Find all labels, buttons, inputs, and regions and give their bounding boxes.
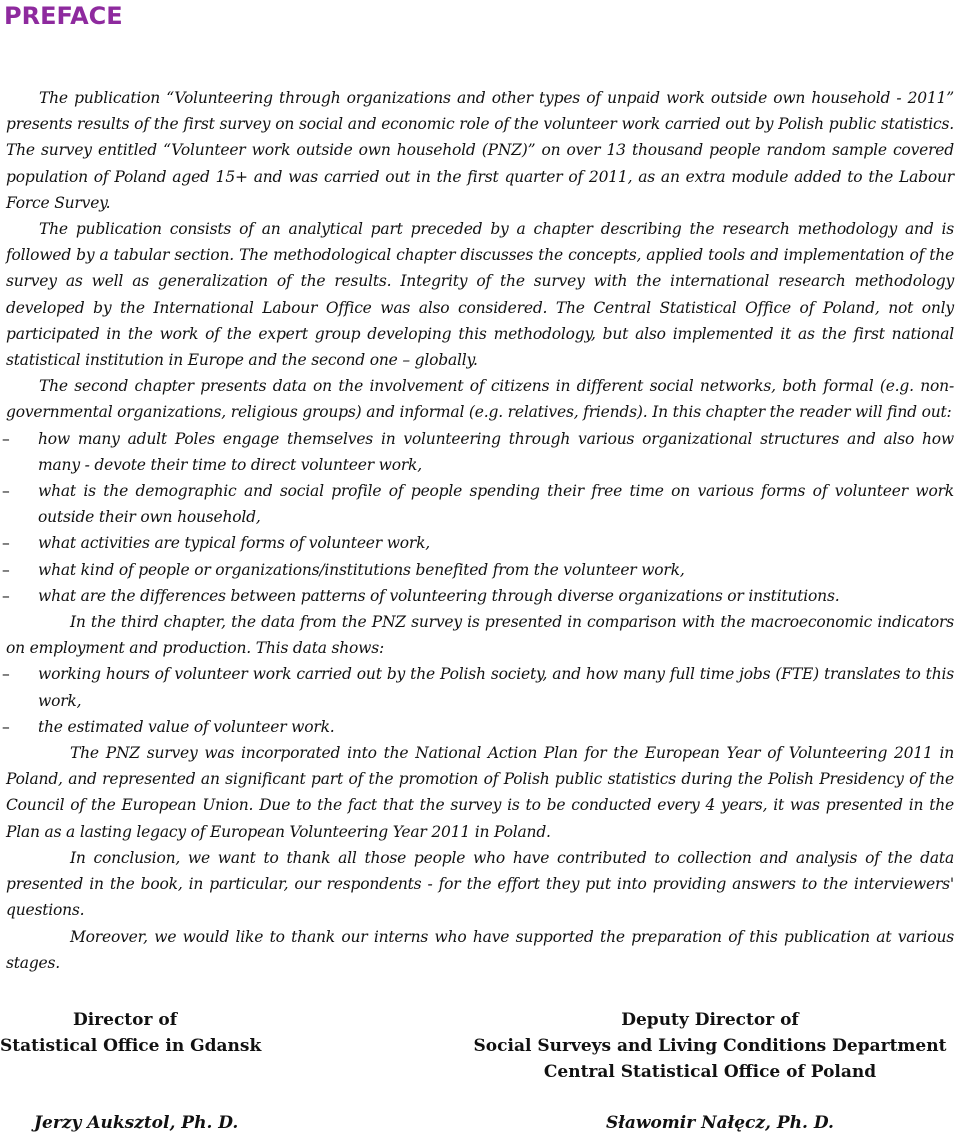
list-item: – what activities are typical forms of volunteer work, (6, 530, 954, 556)
signature-name-left: Jerzy Auksztol, Ph. D. (34, 1113, 239, 1133)
paragraph-thanks: Moreover, we would like to thank our interns who have supported the preparation of this publication at various stages. (6, 927, 954, 972)
page-title: PREFACE (4, 2, 123, 30)
list-item: – how many adult Poles engage themselves in volunteering through various organizational structures and also how many - devote their time to direct volunteer work, (6, 426, 954, 478)
paragraph-intro: The publication “Volunteering through organizations and other types of unpaid work outside own household - 2011” presents results of the first survey on social and economic role of the volunteer work carried out by Polish public statistics. The survey entitled “Volunteer work outside own household (PNZ)” on over 13 thousand people random sample covered population of Poland aged 15+ and was carried out in the first quarter of 2011, as an extra module added to the Labour Force Survey. (6, 89, 954, 212)
paragraph-second-chapter: The second chapter presents data on the involvement of citizens in different social networks, both formal (e.g. non-governmental organizations, religious groups) and informal (e.g. relatives, friends). In this chapter the reader will find out: (6, 377, 954, 422)
signature-block-left (0, 1007, 262, 1059)
third-chapter-list (6, 661, 954, 740)
second-chapter-list (6, 426, 954, 609)
paragraph-structure: The publication consists of an analytical part preceded by a chapter describing the research methodology and is followed by a tabular section. The methodological chapter discusses the concepts, applied tools and implementation of the survey as well as generalization of the results. Integrity of the survey with the international research methodology developed by the International Labour Office was also considered. The Central Statistical Office of Poland, not only participated in the work of the expert group developing this methodology, but also implemented it as the first national statistical institution in Europe and the second one – globally. (6, 220, 954, 370)
list-item: – the estimated value of volunteer work. (6, 714, 954, 740)
signature-department: Social Surveys and Living Conditions Department (473, 1036, 947, 1056)
paragraph-action-plan: The PNZ survey was incorporated into the National Action Plan for the European Year of Volunteering 2011 in Poland, and represented an significant part of the promotion of Polish public statistics during the Polish Presidency of the Council of the European Union. Due to the fact that the survey is to be conducted every 4 years, it was presented in the Plan as a lasting legacy of European Volunteering Year 2011 in Poland. (6, 744, 954, 841)
list-item: – what are the differences between patterns of volunteering through diverse organizations or institutions. (6, 583, 954, 609)
signature-office: Central Statistical Office of Poland (543, 1062, 877, 1082)
signature-name-right: Sławomir Nałęcz, Ph. D. (606, 1113, 834, 1133)
paragraph-third-chapter: In the third chapter, the data from the PNZ survey is presented in comparison with the macroeconomic indicators on employment and production. This data shows: (6, 613, 954, 658)
paragraph-conclusion: In conclusion, we want to thank all those people who have contributed to collection and analysis of the data presented in the book, in particular, our respondents - for the effort they put into providing answers to the interviewers' questions. (6, 848, 954, 920)
signature-block-right (470, 1007, 950, 1085)
preface-body (6, 85, 954, 976)
list-item: – what is the demographic and social profile of people spending their free time on various forms of volunteer work outside their own household, (6, 478, 954, 530)
signature-office: Statistical Office in Gdansk (0, 1036, 262, 1056)
signature-role: Director of (72, 1010, 178, 1030)
list-item: – working hours of volunteer work carried out by the Polish society, and how many full time jobs (FTE) translates to this work, (6, 661, 954, 713)
list-item: – what kind of people or organizations/institutions benefited from the volunteer work, (6, 557, 954, 583)
signature-role: Deputy Director of (621, 1010, 799, 1030)
